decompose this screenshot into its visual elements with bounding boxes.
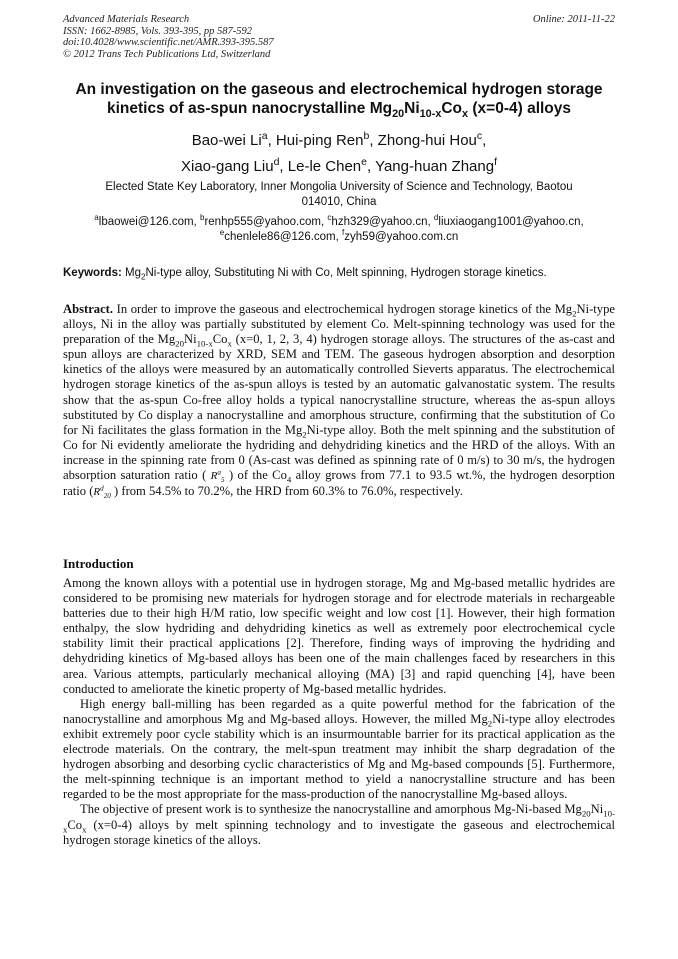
author-list [40, 128, 638, 180]
email-link[interactable]: renhp555@yahoo.com, [204, 216, 325, 228]
paper-title [40, 80, 638, 121]
author: Bao-wei Li [191, 132, 262, 149]
copyright-line: © 2012 Trans Tech Publications Ltd, Switzerland [63, 48, 271, 60]
symbol-rd20: $R^d_{20}$ [93, 484, 111, 501]
email-link[interactable]: hzh329@yahoo.cn, [331, 216, 431, 228]
introduction-body [63, 576, 615, 848]
author-emails [50, 215, 628, 245]
emails-line-1: $^a$lbaowei@126.com, $^b$renhp555@yahoo.com, $^c$hzh329@yahoo.cn, $^d$liuxiaogang1001@yahoo.cn, [94, 213, 584, 228]
author: Le-le Chen [287, 158, 362, 175]
author: Xiao-gang Liu [181, 158, 274, 175]
journal-name: Advanced Materials Research [63, 14, 190, 25]
authors-line-2: Xiao-gang Liu$^d$, Le-le Chen$^e$, Yang-huan Zhang$^f$ [181, 156, 497, 175]
title-line-2: kinetics of as-spun nanocrystalline $Mg_{20}Ni_{10-x}Co_x$ (x=0-4) alloys [106, 100, 572, 121]
author: Yang-huan Zhang [375, 158, 495, 175]
email-link[interactable]: liuxiaogang1001@yahoo.cn, [438, 216, 584, 228]
authors-line-1: Bao-wei Li$^a$, Hui-ping Ren$^b$, Zhong-hui Hou$^c$, [191, 130, 487, 149]
title-line-1: An investigation on the gaseous and electrochemical hydrogen storage [75, 81, 603, 98]
email-link[interactable]: lbaowei@126.com, [98, 216, 197, 228]
abstract: Abstract. In order to improve the gaseous and electrochemical hydrogen storage kinetics of the $Mg_2Ni$-type alloys, Ni in the alloy was partially substituted by element Co. Melt-spinning technology was used for the preparation of the $Mg_{20}Ni_{10-x}Co_x$ (x=0, 1, 2, 3, 4) hydrogen storage alloys. The structures of the as-cast and spun alloys are characterized by XRD, SEM and TEM. The gaseous hydrogen absorption and desorption kinetics of the alloys were measured by an automatically controlled Sieverts apparatus. The electrochemical hydrogen storage kinetics of the as-spun alloys is tested by an automatic galvanostatic system. The results show that the as-spun Co-free alloy holds a typical nanocrystalline structure, whereas the as-spun alloys substituted by Co display a nanocrystalline and amorphous structure, confirming that the substitution of Co for Ni facilitates the glass formation in the $Mg_2Ni$-type alloy. Both the melt spinning and the substitution of Co for Ni evidently ameliorate the hydriding and dehydriding kinetics and the HRD of the alloys. With an increase in the spinning rate from 0 (As-cast was defined as spinning rate of 0 m/s) to 30 m/s, the hydrogen absorption saturation ratio ( $R^a_5$ ) of the $Co_4$ alloy grows from 77.1 to 93.5 wt.%, the hydrogen desorption ratio ($R^d_{20}$ ) from 54.5% to 70.2%, the HRD from 60.3% to 76.0%, respectively. [63, 302, 615, 501]
paragraph: Among the known alloys with a potential use in hydrogen storage, Mg and Mg-based metallic hydrides are considered to be promising new materials for hydrogen storage and for electrode materials in rechargeable batteries due to their high H/M ratio, low specific weight and low cost [1]. However, their high formation enthalpy, the slow hydriding and dehydriding kinetics as well as extremely poor electrochemical cycle stability limit their practical applications [2]. Therefore, finding ways of improving the hydriding and dehydriding kinetics of Mg-based alloys has been one of the main challenges faced by researchers in this area. Various attempts, particularly mechanical alloying (MA) [3] and rapid quenching [4], have been conducted to ameliorate the kinetic property of Mg-based metallic hydrides. [63, 576, 615, 696]
section-heading-introduction: Introduction [63, 556, 134, 571]
email-link[interactable]: chenlele86@126.com, [224, 231, 339, 243]
paragraph: The objective of present work is to synthesize the nanocrystalline and amorphous Mg-Ni-based $Mg_{20}Ni_{10-x}Co_x$ (x=0-4) alloys by melt spinning technology and to investigate the gaseous and electrochemical hydrogen storage kinetics of the alloys. [63, 802, 615, 847]
online-date: Online: 2011-11-22 [532, 14, 615, 25]
abstract-label: Abstract. [63, 302, 114, 316]
emails-line-2: $^e$chenlele86@126.com, $^f$zyh59@yahoo.com.cn [219, 228, 459, 243]
paragraph: High energy ball-milling has been regarded as a quite powerful method for the fabrication of the nanocrystalline and amorphous Mg and Mg-based alloys. However, the milled $Mg_2Ni$-type alloy electrodes exhibit extremely poor cycle stability which is an insurmountable barrier for its practical application as the electrode materials. On the contrary, the melt-spun treatment may inhibit the sharp degradation of the hydrogen absorbing and desorbing cyclic characteristics of Mg and Mg-based compounds [5]. Furthermore, the melt-spinning technique is an important method to yield a nanocrystalline structure and has been regarded to be the most appropriate for the mass-production of the nanocrystalline Mg-based alloys. [63, 696, 615, 802]
keywords-label: Keywords: [63, 267, 122, 279]
issn-line: ISSN: 1662-8985, Vols. 393-395, pp 587-592 [63, 25, 252, 37]
affiliation: Elected State Key Laboratory, Inner Mongolia University of Science and Technology, Baotou 014010, China [105, 181, 573, 208]
author: Hui-ping Ren [275, 132, 364, 149]
email-link[interactable]: zyh59@yahoo.com.cn [344, 231, 459, 243]
author: Zhong-hui Hou [377, 132, 477, 149]
journal-header [63, 14, 615, 60]
doi-line: doi:10.4028/www.scientific.net/AMR.393-395.587 [63, 37, 274, 48]
keywords: Keywords: $Mg_2Ni$-type alloy, Substituting Ni with Co, Melt spinning, Hydrogen storage kinetics. [63, 267, 547, 282]
symbol-ra5: $R^a_5$ [210, 468, 225, 485]
